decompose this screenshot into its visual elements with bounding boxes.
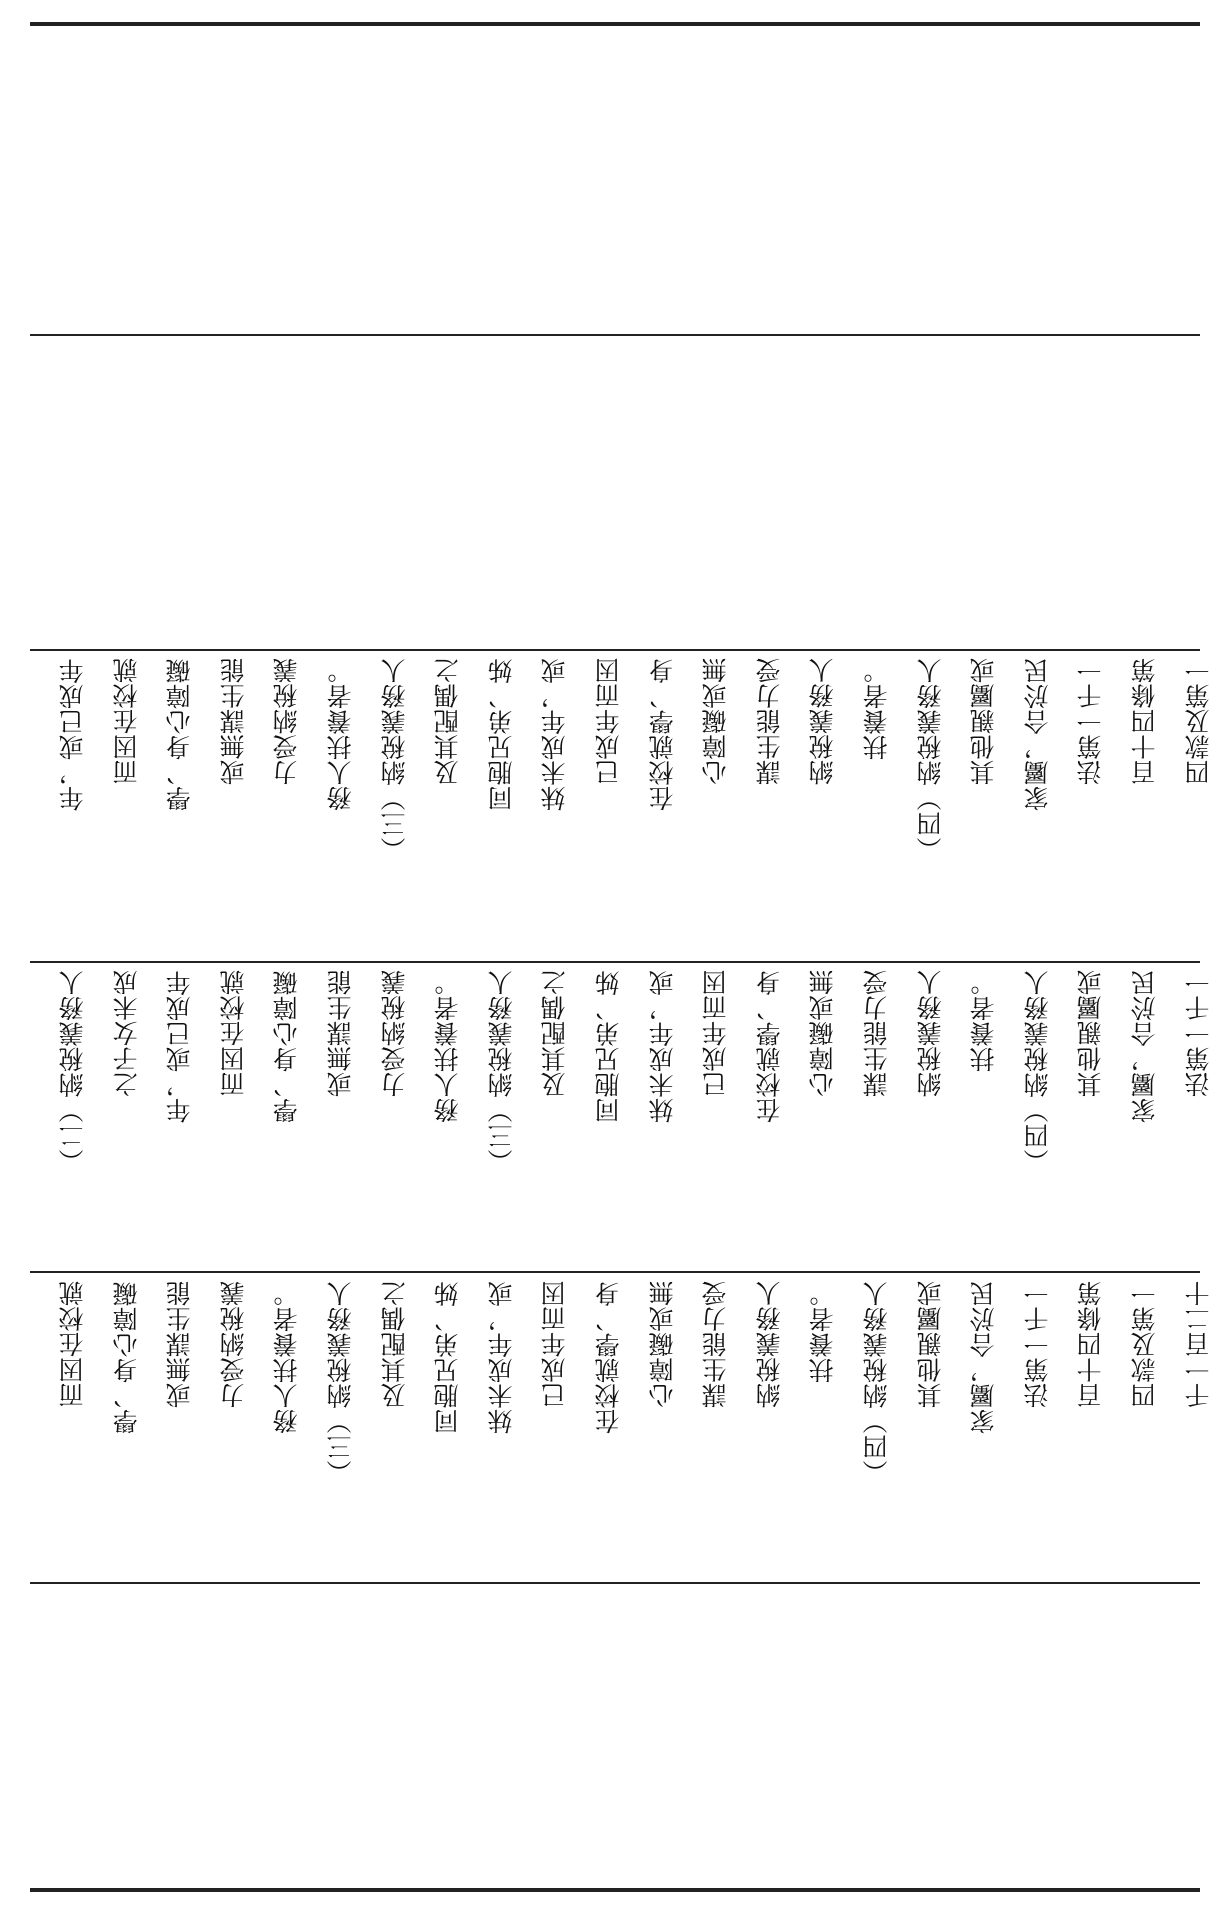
text-column: 務人扶養者。	[326, 658, 355, 811]
text-band-1	[48, 658, 1213, 956]
band-rule-5	[30, 1582, 1200, 1584]
text-column: 法第一千一	[1022, 1281, 1052, 1409]
band-rule-4	[30, 1271, 1200, 1273]
text-column: 納稅義務人	[915, 970, 945, 1098]
text-column: 或無謀生能	[165, 1281, 195, 1409]
text-column: （三）納稅義務人	[379, 658, 409, 862]
text-column: 而因在校就	[111, 658, 141, 786]
text-column: 已成年而因	[540, 1281, 570, 1409]
band-rule-2	[30, 649, 1200, 651]
text-column: 家屬，合於民	[969, 1281, 999, 1434]
text-column: 力受納稅義	[379, 970, 409, 1098]
text-column: （二）納稅義務人	[58, 970, 87, 1174]
text-column: 謀生能力受	[701, 1281, 731, 1409]
text-column: 謀生能力受	[754, 658, 784, 786]
text-column: 而因在校就	[58, 1281, 87, 1409]
text-column: 妹未成年，或	[540, 658, 570, 811]
text-column: 學、身心障礙	[111, 1281, 141, 1434]
text-column: 納稅義務人	[754, 1281, 784, 1409]
text-column: 力受納稅義	[218, 1281, 248, 1409]
text-column: 年，或已成年	[165, 970, 195, 1123]
text-column: （三）納稅義務人	[326, 1281, 355, 1485]
band-rule-3	[30, 961, 1200, 963]
text-column: 家屬，合於民	[1130, 970, 1159, 1123]
text-column: 心障礙或無	[647, 1281, 677, 1409]
text-column: 扶養者。	[808, 1281, 838, 1383]
text-column: 同胞兄弟、姊	[433, 1281, 463, 1434]
text-column: 其他親屬或	[1076, 970, 1106, 1098]
text-column: 或無謀生能	[326, 970, 355, 1098]
text-column: 或無謀生能	[218, 658, 248, 786]
text-column: 妹未成年，或	[486, 1281, 516, 1434]
text-column: （三）納稅義務人	[486, 970, 516, 1174]
text-column: 納稅義務人	[808, 658, 838, 786]
text-column: 扶養者。	[862, 658, 891, 760]
text-column: （四）納稅義務人	[915, 658, 945, 862]
text-column: 法第一千一	[1076, 658, 1106, 786]
top-rule	[30, 22, 1200, 26]
text-column: 學、身心障礙	[165, 658, 195, 811]
text-column: 務人扶養者。	[272, 1281, 302, 1434]
text-band-3	[48, 1281, 1213, 1577]
text-column: 四款及第一	[1130, 1281, 1159, 1409]
band-rule-1	[30, 334, 1200, 336]
text-column: 其他親屬或	[915, 1281, 945, 1409]
text-column: 在校就學、身	[754, 970, 784, 1123]
text-column: 心障礙或無	[808, 970, 838, 1098]
text-column: 及其配偶之	[540, 970, 570, 1098]
text-column: 已成年而因	[701, 970, 731, 1098]
text-column: 妹未成年，或	[647, 970, 677, 1123]
text-band-2	[48, 970, 1213, 1266]
text-column: 學、身心障礙	[272, 970, 302, 1123]
text-column: （四）納稅義務人	[862, 1281, 891, 1485]
text-column: 及其配偶之	[379, 1281, 409, 1409]
text-column: 及其配偶之	[433, 658, 463, 786]
text-column: 務人扶養者。	[433, 970, 463, 1123]
text-column: 而因在校就	[218, 970, 248, 1098]
text-column: 四款及第一	[1183, 658, 1213, 786]
text-column: （四）納稅義務人	[1022, 970, 1052, 1174]
text-column: 百十四條第	[1130, 658, 1159, 786]
text-column: 力受納稅義	[272, 658, 302, 786]
text-column: 在校就學、身	[647, 658, 677, 811]
text-column: 心障礙或無	[701, 658, 731, 786]
text-column: 百十四條第	[1076, 1281, 1106, 1409]
text-column: 法第一千一	[1183, 970, 1213, 1098]
text-column: 年，或已成年	[58, 658, 87, 811]
text-column: 已成年而因	[594, 658, 623, 786]
text-column: 在校就學、身	[594, 1281, 623, 1434]
bottom-rule	[30, 1888, 1200, 1892]
text-column: 扶養者。	[969, 970, 999, 1072]
text-column: 同胞兄弟、姊	[594, 970, 623, 1123]
text-column: 其他親屬或	[969, 658, 999, 786]
text-column: 家屬，合於民	[1022, 658, 1052, 811]
text-column: 謀生能力受	[862, 970, 891, 1098]
text-column: 同胞兄弟、姊	[486, 658, 516, 811]
text-column: 之子女未成	[111, 970, 141, 1098]
text-column: 千一百二十	[1183, 1281, 1213, 1409]
